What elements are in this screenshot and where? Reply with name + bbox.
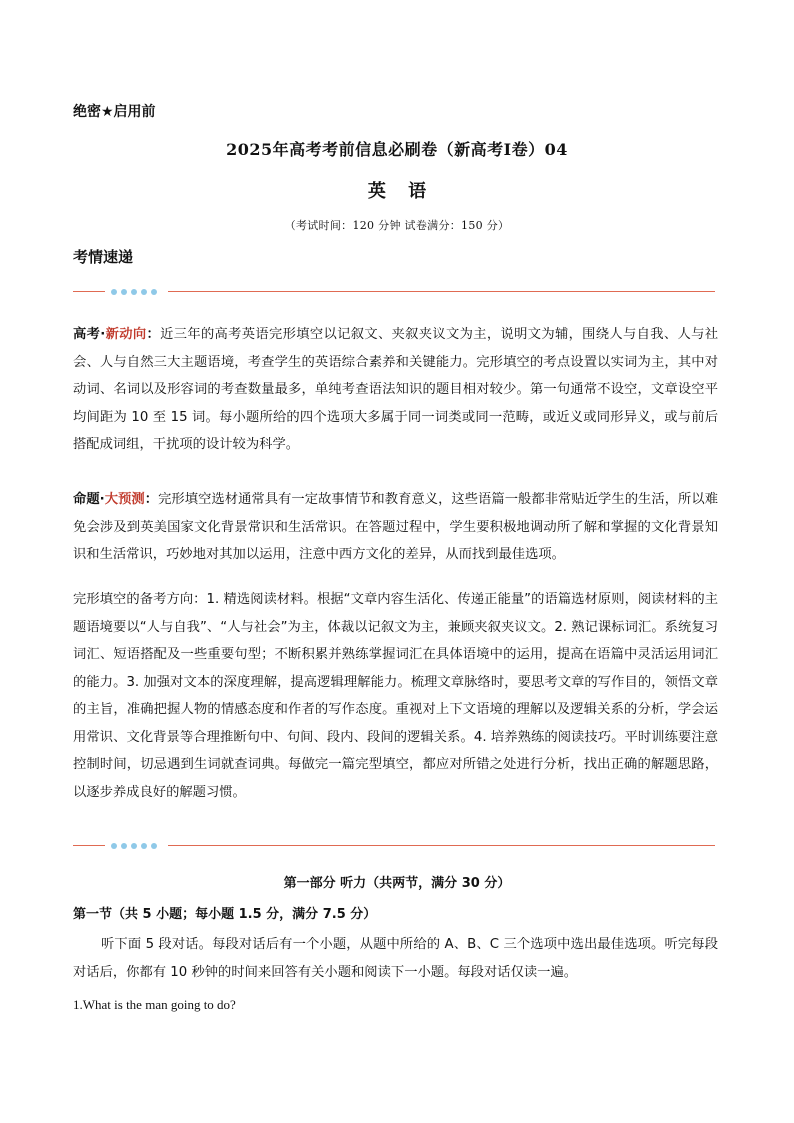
exam-info: （考试时间：120 分钟 试卷满分：150 分） [284, 219, 510, 232]
confidential-mark: 绝密★启用前 [73, 104, 156, 120]
part1-heading: 第一部分 听力（共两节，满分 30 分） [283, 876, 511, 891]
trend-text: 近三年的高考英语完形填空以记叙文、夹叙夹议文为主，说明文为辅，围绕人与自我、人与社会、人与自然三大主题语境，考查学生的英语综合素养和关键能力。完形填空的考点设置以实词为主，其中对动词、名词以及形容词的考查数量最多，单纯考查语法知识的题目相对较少。第一句通常不设空，文章设空平均间距为 10 至 15 词。每小题所给的四个选项大多属于同一词类或同一范畴，或近义或同形异义，或与前后搭配成词组，干扰项的设计较为科学。 [73, 327, 719, 452]
divider-top [73, 286, 715, 298]
subject-title: 英 语 [367, 181, 435, 202]
section1-heading: 第一节（共 5 小题；每小题 1.5 分，满分 7.5 分） [73, 907, 377, 922]
prep-paragraph: 完形填空的备考方向：1. 精选阅读材料。根据“文章内容生活化、传递正能量”的语篇选材原则，阅读材料的主题语境要以“人与自我”、“人与社会”为主，体裁以记叙文为主，兼顾夹叙夹议文。2. 熟记课标词汇。系统复习词汇、短语搭配及一些重要句型；不断积累并熟练掌握词汇在具体语境中的运用，提高在语篇中灵活运用词汇的能力。3. 加强对文本的深度理解，提高逻辑理解能力。梳理文章脉络时，要思考文章的写作目的，领悟文章的主旨，准确把握人物的情感态度和作者的写作态度。重视对上下文语境的理解以及逻辑关系的分析，学会运用常识、文化背景等合理推断句中、句间、段内、段间的逻辑关系。4. 培养熟练的阅读技巧。平时训练要注意控制时间，切忌遇到生词就查词典。每做完一篇完型填空，都应对所错之处进行分析，找出正确的解题思路，以逐步养成良好的解题习惯。 [73, 592, 718, 800]
predict-paragraph [73, 486, 718, 569]
trend-label: 高考·新动向： [73, 327, 161, 342]
predict-label: 命题·大预测： [73, 492, 159, 507]
kaoqing-heading: 考情速递 [73, 248, 134, 266]
trend-paragraph [73, 321, 718, 459]
paper-title: 2025年高考考前信息必刷卷（新高考I卷）04 [226, 140, 568, 159]
listening-instruction: 听下面 5 段对话。每段对话后有一个小题，从题中所给的 A、B、C 三个选项中选出最佳选项。听完每段对话后，你都有 10 秒钟的时间来回答有关小题和阅读下一小题。每段对话仅读一遍。 [73, 937, 718, 980]
question-1: 1.What is the man going to do? [73, 997, 236, 1012]
divider-bottom [73, 840, 715, 852]
predict-text: 完形填空选材通常具有一定故事情节和教育意义，这些语篇一般都非常贴近学生的生活，所以难免会涉及到英美国家文化背景常识和生活常识。在答题过程中，学生要积极地调动所了解和掌握的文化背景知识和生活常识，巧妙地对其加以运用，注意中西方文化的差异，从而找到最佳选项。 [73, 492, 719, 562]
